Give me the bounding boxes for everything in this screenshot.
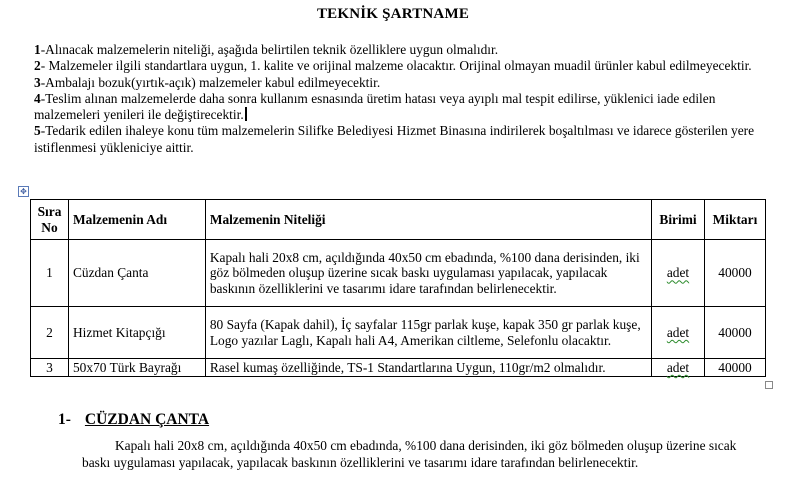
header-qty: Miktarı xyxy=(704,200,765,240)
clause-number: 5 xyxy=(34,123,41,139)
clause-1 xyxy=(34,42,764,58)
cell-name: Hizmet Kitapçığı xyxy=(68,307,205,359)
clause-number: 2 xyxy=(34,58,41,74)
move-cross-icon[interactable]: ✥ xyxy=(18,186,29,197)
section-label: CÜZDAN ÇANTA xyxy=(84,411,210,428)
cell-qty: 40000 xyxy=(704,240,765,307)
clause-number: 1 xyxy=(34,42,41,57)
clause-list xyxy=(34,42,764,156)
section-heading xyxy=(58,411,209,429)
cell-name: Cüzdan Çanta xyxy=(68,240,205,307)
cell-unit xyxy=(652,307,705,359)
clause-text: -Alınacak malzemelerin niteliği, aşağıda belirtilen teknik özelliklere uygun olmalıdır. xyxy=(40,42,499,57)
table-header-row xyxy=(31,200,766,240)
clause-4 xyxy=(34,91,764,124)
unit-text: adet xyxy=(666,360,690,375)
clause-2 xyxy=(34,58,764,74)
cell-qty: 40000 xyxy=(704,307,765,359)
clause-text: -Teslim alınan malzemelerde daha sonra kullanım esnasında üretim hatası veya ayıplı mal tespit edilirse, yüklenici iade edilen malzemeleri yenileri ile değiştirecektir. xyxy=(34,90,716,123)
header-spec: Malzemenin Niteliği xyxy=(205,200,651,240)
unit-text: adet xyxy=(666,324,690,340)
table-row xyxy=(31,240,766,307)
header-unit: Birimi xyxy=(652,200,705,240)
clause-text: -Ambalajı bozuk(yırtık-açık) malzemeler kabul edilmeyecektir. xyxy=(40,74,381,90)
document-title: TEKNİK ŞARTNAME xyxy=(316,6,470,22)
header-name: Malzemenin Adı xyxy=(68,200,205,240)
cell-no: 2 xyxy=(31,307,69,359)
clause-number: 4 xyxy=(34,90,41,106)
cell-spec: Kapalı hali 20x8 cm, açıldığında 40x50 cm ebadında, %100 dana derisinden, iki göz bölmeden oluşup üzerine sıcak baskı uygulaması yapılacak, yapılacak baskının özelliklerini ve tasarımı idare tarafından belirlenecektir. xyxy=(205,240,651,307)
clause-5 xyxy=(34,123,764,156)
clause-text: -Tedarik edilen ihaleye konu tüm malzemelerin Silifke Belediyesi Hizmet Binasına indirilerek boşaltılması ve idarece gösterilen yere istiflenmesi yükleniciye aittir. xyxy=(34,123,755,155)
cell-name: 50x70 Türk Bayrağı xyxy=(68,359,205,377)
section-number: 1- xyxy=(58,411,71,428)
unit-text: adet xyxy=(666,265,690,281)
table-row xyxy=(31,359,766,377)
clause-number: 3 xyxy=(34,74,41,90)
cell-unit xyxy=(652,359,705,377)
cell-qty: 40000 xyxy=(704,359,765,377)
clause-3 xyxy=(34,75,764,91)
table-row xyxy=(31,307,766,359)
cell-spec: 80 Sayfa (Kapak dahil), İç sayfalar 115gr parlak kuşe, kapak 350 gr parlak kuşe, Logo yazılar Laglı, Kapalı hali A4, Amerikan ciltleme, Selefonlu olacaktır. xyxy=(205,307,651,359)
header-no: Sıra No xyxy=(31,200,69,240)
specification-table xyxy=(30,199,766,377)
cell-no: 1 xyxy=(31,240,69,307)
clause-text: - Malzemeler ilgili standartlara uygun, 1. kalite ve orijinal malzeme olacaktır. Orijinal olmayan muadil ürünler kabul edilmeyecektir. xyxy=(40,58,752,74)
cell-spec: Rasel kumaş özelliğinde, TS-1 Standartlarına Uygun, 110gr/m2 olmalıdır. xyxy=(205,359,651,377)
cell-no: 3 xyxy=(31,359,69,377)
resize-square-icon[interactable] xyxy=(765,381,773,389)
section-body: Kapalı hali 20x8 cm, açıldığında 40x50 cm ebadında, %100 dana derisinden, iki göz bölmeden oluşup üzerine sıcak baskı uygulaması yapılacak, yapılacak baskının özelliklerini ve tasarımı idare tarafından belirlenecektir. xyxy=(82,438,737,470)
cell-unit xyxy=(652,240,705,307)
text-cursor xyxy=(245,107,247,121)
